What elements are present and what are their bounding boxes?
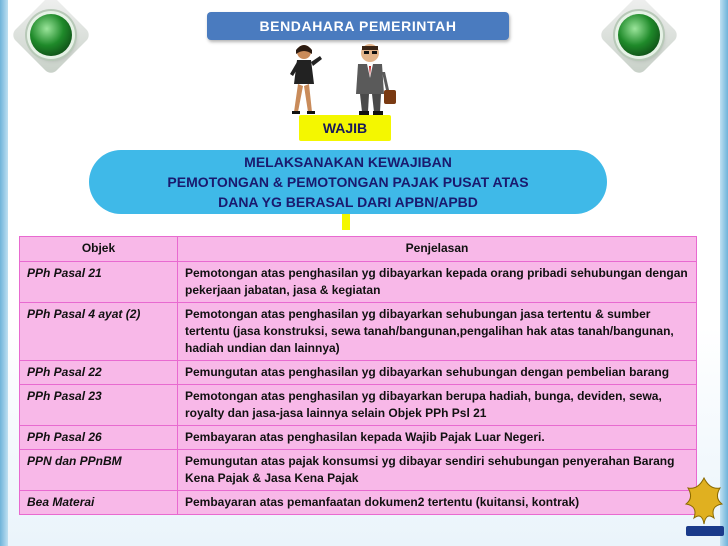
row-objek: PPN dan PPnBM	[20, 450, 178, 491]
row-objek: PPh Pasal 4 ayat (2)	[20, 303, 178, 361]
right-frame-border	[720, 0, 728, 546]
banner-connector	[342, 214, 350, 230]
row-penjelasan: Pembayaran atas pemanfaatan dokumen2 tertentu (kuitansi, kontrak)	[178, 491, 697, 515]
garuda-emblem-icon	[680, 470, 728, 546]
row-objek: PPh Pasal 21	[20, 262, 178, 303]
obligation-table	[19, 236, 697, 515]
table-header-row	[20, 237, 697, 262]
man-figure-icon	[356, 44, 396, 115]
business-people-illustration	[282, 42, 402, 117]
table-row	[20, 262, 697, 303]
row-penjelasan: Pembayaran atas penghasilan kepada Wajib Pajak Luar Negeri.	[178, 426, 697, 450]
banner-text	[89, 152, 607, 212]
row-penjelasan: Pemotongan atas penghasilan yg dibayarkan sehubungan jasa tertentu & sumber tertentu (jasa konstruksi, sewa tanah/bangunan,pengalihan hak atas tanah/bangunan, hadiah undian dan lainnya)	[178, 303, 697, 361]
table-row	[20, 303, 697, 361]
table-row	[20, 426, 697, 450]
header-penjelasan: Penjelasan	[178, 237, 697, 262]
green-orb-left-icon	[30, 14, 72, 56]
row-objek: PPh Pasal 23	[20, 385, 178, 426]
woman-figure-icon	[290, 45, 322, 114]
green-orb-right-icon	[618, 14, 660, 56]
header-title: BENDAHARA PEMERINTAH	[207, 12, 509, 40]
banner-line-3: DANA YG BERASAL DARI APBN/APBD	[218, 194, 478, 210]
row-penjelasan: Pemotongan atas penghasilan yg dibayarkan berupa hadiah, bunga, deviden, sewa, royalty dan jasa-jasa lainnya selain Objek PPh Psl 21	[178, 385, 697, 426]
row-penjelasan: Pemungutan atas penghasilan yg dibayarkan sehubungan dengan pembelian barang	[178, 361, 697, 385]
row-objek: Bea Materai	[20, 491, 178, 515]
table-row	[20, 450, 697, 491]
row-objek: PPh Pasal 22	[20, 361, 178, 385]
banner-line-2: PEMOTONGAN & PEMOTONGAN PAJAK PUSAT ATAS	[167, 174, 529, 190]
row-objek: PPh Pasal 26	[20, 426, 178, 450]
header-objek: Objek	[20, 237, 178, 262]
banner-line-1: MELAKSANAKAN KEWAJIBAN	[244, 154, 452, 170]
row-penjelasan: Pemungutan atas pajak konsumsi yg dibayar sendiri sehubungan penyerahan Barang Kena Pajak & Jasa Kena Pajak	[178, 450, 697, 491]
table-row	[20, 491, 697, 515]
wajib-badge: WAJIB	[299, 115, 391, 141]
left-frame-border	[0, 0, 8, 546]
table-row	[20, 361, 697, 385]
table-row	[20, 385, 697, 426]
row-penjelasan: Pemotongan atas penghasilan yg dibayarkan kepada orang pribadi sehubungan dengan pekerjaan jabatan, jasa & kegiatan	[178, 262, 697, 303]
